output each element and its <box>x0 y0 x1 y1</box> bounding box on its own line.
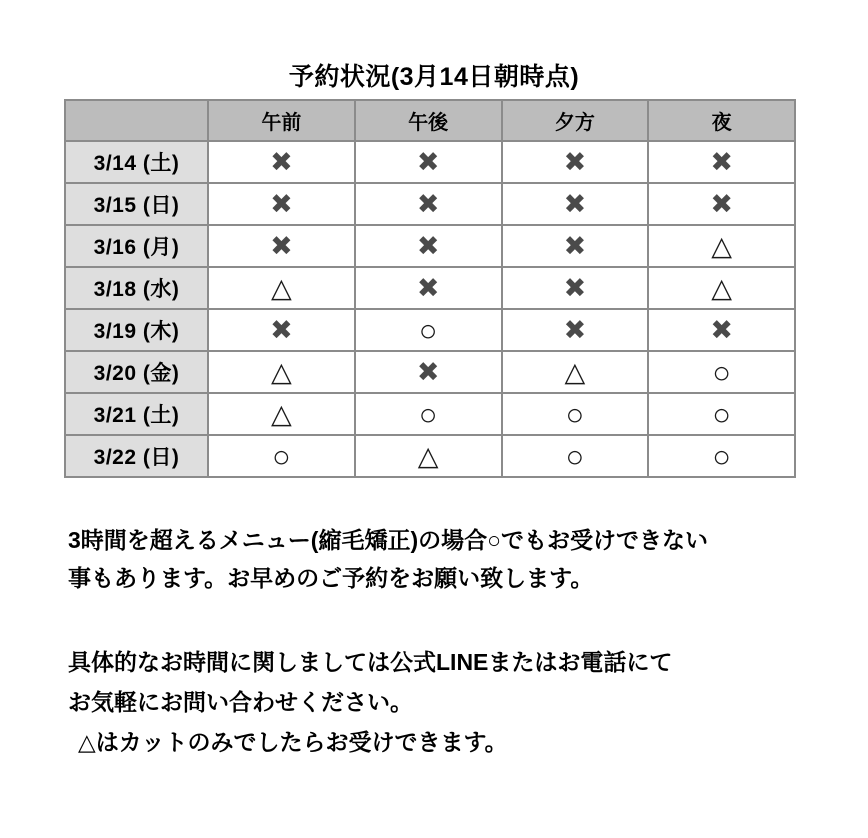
circle-symbol: ○ <box>355 393 502 435</box>
x-symbol: ✖ <box>208 183 355 225</box>
x-symbol: ✖ <box>355 183 502 225</box>
x-symbol: ✖ <box>208 225 355 267</box>
corner-cell <box>65 100 208 141</box>
x-symbol: ✖ <box>208 309 355 351</box>
x-symbol: ✖ <box>648 183 795 225</box>
triangle-symbol: △ <box>648 225 795 267</box>
circle-symbol: ○ <box>648 351 795 393</box>
x-symbol: ✖ <box>502 225 649 267</box>
triangle-symbol: △ <box>648 267 795 309</box>
x-symbol: ✖ <box>648 141 795 183</box>
header-row <box>65 100 795 141</box>
column-header: 午前 <box>208 100 355 141</box>
x-symbol: ✖ <box>502 309 649 351</box>
date-cell: 3/14 (土) <box>65 141 208 183</box>
table-row <box>65 309 795 351</box>
note-contact <box>68 642 672 762</box>
availability-table <box>64 99 796 478</box>
date-cell: 3/19 (木) <box>65 309 208 351</box>
date-cell: 3/22 (日) <box>65 435 208 477</box>
x-symbol: ✖ <box>355 267 502 309</box>
table-row <box>65 141 795 183</box>
table-row <box>65 183 795 225</box>
x-symbol: ✖ <box>502 267 649 309</box>
table-row <box>65 225 795 267</box>
note-line: お気軽にお問い合わせください。 <box>68 689 413 715</box>
triangle-symbol: △ <box>208 393 355 435</box>
table-row <box>65 351 795 393</box>
x-symbol: ✖ <box>355 225 502 267</box>
circle-symbol: ○ <box>208 435 355 477</box>
triangle-symbol: △ <box>208 351 355 393</box>
column-header: 夕方 <box>502 100 649 141</box>
note-line: 3時間を超えるメニュー(縮毛矯正)の場合○でもお受けできない <box>68 527 709 553</box>
note-triangle-explanation: △はカットのみでしたらお受けできます。 <box>78 729 508 755</box>
column-header: 夜 <box>648 100 795 141</box>
table-row <box>65 393 795 435</box>
date-cell: 3/21 (土) <box>65 393 208 435</box>
x-symbol: ✖ <box>648 309 795 351</box>
date-cell: 3/15 (日) <box>65 183 208 225</box>
triangle-symbol: △ <box>208 267 355 309</box>
table-row <box>65 435 795 477</box>
column-header: 午後 <box>355 100 502 141</box>
circle-symbol: ○ <box>502 393 649 435</box>
x-symbol: ✖ <box>355 351 502 393</box>
circle-symbol: ○ <box>502 435 649 477</box>
circle-symbol: ○ <box>355 309 502 351</box>
page-title: 予約状況(3月14日朝時点) <box>288 63 580 91</box>
note-line: 事もあります。お早めのご予約をお願い致します。 <box>68 565 594 591</box>
triangle-symbol: △ <box>502 351 649 393</box>
date-cell: 3/16 (月) <box>65 225 208 267</box>
x-symbol: ✖ <box>355 141 502 183</box>
date-cell: 3/18 (水) <box>65 267 208 309</box>
date-cell: 3/20 (金) <box>65 351 208 393</box>
triangle-symbol: △ <box>355 435 502 477</box>
x-symbol: ✖ <box>502 141 649 183</box>
circle-symbol: ○ <box>648 435 795 477</box>
x-symbol: ✖ <box>208 141 355 183</box>
circle-symbol: ○ <box>648 393 795 435</box>
note-long-menu <box>68 521 708 597</box>
note-line: 具体的なお時間に関しましては公式LINEまたはお電話にて <box>68 649 673 675</box>
x-symbol: ✖ <box>502 183 649 225</box>
table-row <box>65 267 795 309</box>
